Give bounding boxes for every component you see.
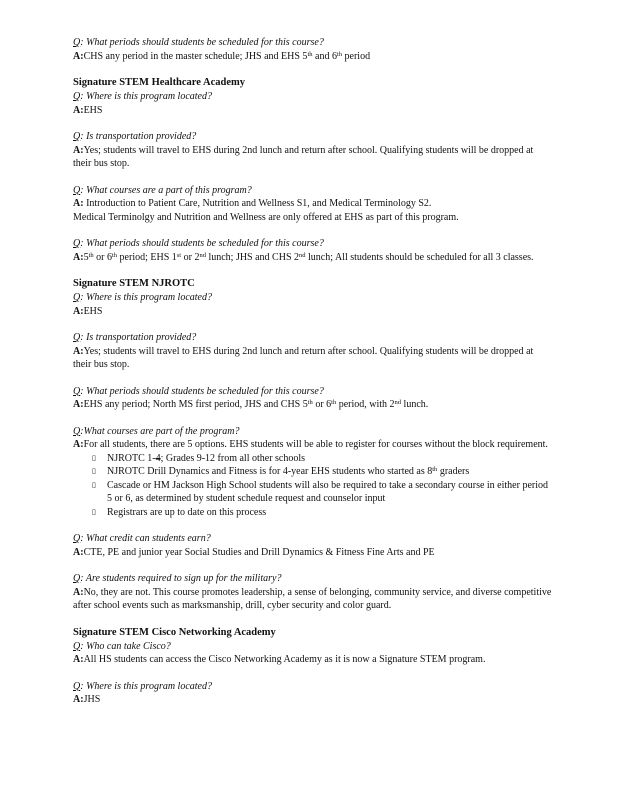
section-heading-cisco: Signature STEM Cisco Networking Academy	[73, 626, 276, 638]
bullet-icon: ▯	[92, 507, 96, 516]
answer: A:Yes; students will travel to EHS during 2nd lunch and return after school. Qualifying students will be dropped at their bus stop.	[73, 345, 534, 370]
answer: A:5th or 6th period; EHS 1st or 2nd lunch; JHS and CHS 2nd lunch; All students should be scheduled for all 3 classes.	[73, 251, 534, 263]
answer: A:CHS any period in the master schedule; JHS and EHS 5th and 6th period	[73, 50, 371, 62]
list-item: ▯ NJROTC Drill Dynamics and Fitness is for 4-year EHS students who started as 8th graders	[92, 466, 470, 477]
bullet-icon: ▯	[92, 453, 96, 462]
answer-note: Medical Terminolgy and Nutrition and Wellness are only offered at EHS as part of this program.	[73, 211, 459, 223]
answer: A:EHS	[73, 104, 103, 116]
question: Q: What credit can students earn?	[73, 533, 211, 544]
question: Q: Where is this program located?	[73, 680, 212, 692]
question-text: What periods should students be scheduled for this course?	[86, 37, 324, 48]
answer: A:No, they are not. This course promotes leadership, a sense of belonging, community service, and diverse competitive after school events such as marksmanship, drill, cyber security and color guard.	[73, 586, 552, 611]
question: Q: What periods should students be scheduled for this course?	[73, 37, 324, 48]
list-item: ▯ Registrars are up to date on this process	[92, 506, 267, 518]
question: Q: What periods should students be scheduled for this course?	[73, 238, 324, 249]
document-page	[73, 36, 553, 707]
answer: A:CTE, PE and junior year Social Studies and Drill Dynamics & Fitness Fine Arts and PE	[73, 546, 435, 558]
answer: A:EHS any period; North MS first period, JHS and CHS 5th or 6th period, with 2nd lunch.	[73, 399, 429, 410]
section-heading-healthcare: Signature STEM Healthcare Academy	[73, 77, 245, 88]
list-item: ▯ Cascade or HM Jackson High School students will also be required to take a secondary course in either period 5 or 6, as determined by student schedule request and counselor input	[92, 479, 548, 504]
bullet-icon: ▯	[92, 480, 96, 489]
answer: A:EHS	[73, 305, 103, 317]
list-item: ▯ NJROTC 1-4; Grades 9-12 from all other schools	[92, 452, 306, 464]
answer: A:For all students, there are 5 options. EHS students will be able to register for courses without the block requirement.	[73, 439, 548, 450]
question: Q: Where is this program located?	[73, 292, 212, 303]
question: Q: What periods should students be scheduled for this course?	[73, 385, 324, 397]
question: Q: Where is this program located?	[73, 91, 212, 102]
answer: A:JHS	[73, 694, 101, 705]
bullet-icon: ▯	[92, 467, 96, 475]
section-heading-njrotc: Signature STEM NJROTC	[73, 278, 195, 289]
question: Q: Are students required to sign up for the military?	[73, 573, 282, 584]
question: Q: What courses are a part of this program?	[73, 184, 252, 196]
question: Q:What courses are part of the program?	[73, 425, 240, 437]
answer: A:Yes; students will travel to EHS during 2nd lunch and return after school. Qualifying students will be dropped at their bus stop.	[73, 144, 534, 169]
question: Q: Is transportation provided?	[73, 131, 197, 142]
answer: A: Introduction to Patient Care, Nutrition and Wellness S1, and Medical Terminology S2.	[73, 198, 432, 209]
question: Q: Who can take Cisco?	[73, 640, 171, 652]
course-options-list	[73, 452, 553, 520]
answer: A:All HS students can access the Cisco Networking Academy as it is now a Signature STEM program.	[73, 654, 486, 665]
question: Q: Is transportation provided?	[73, 332, 197, 343]
